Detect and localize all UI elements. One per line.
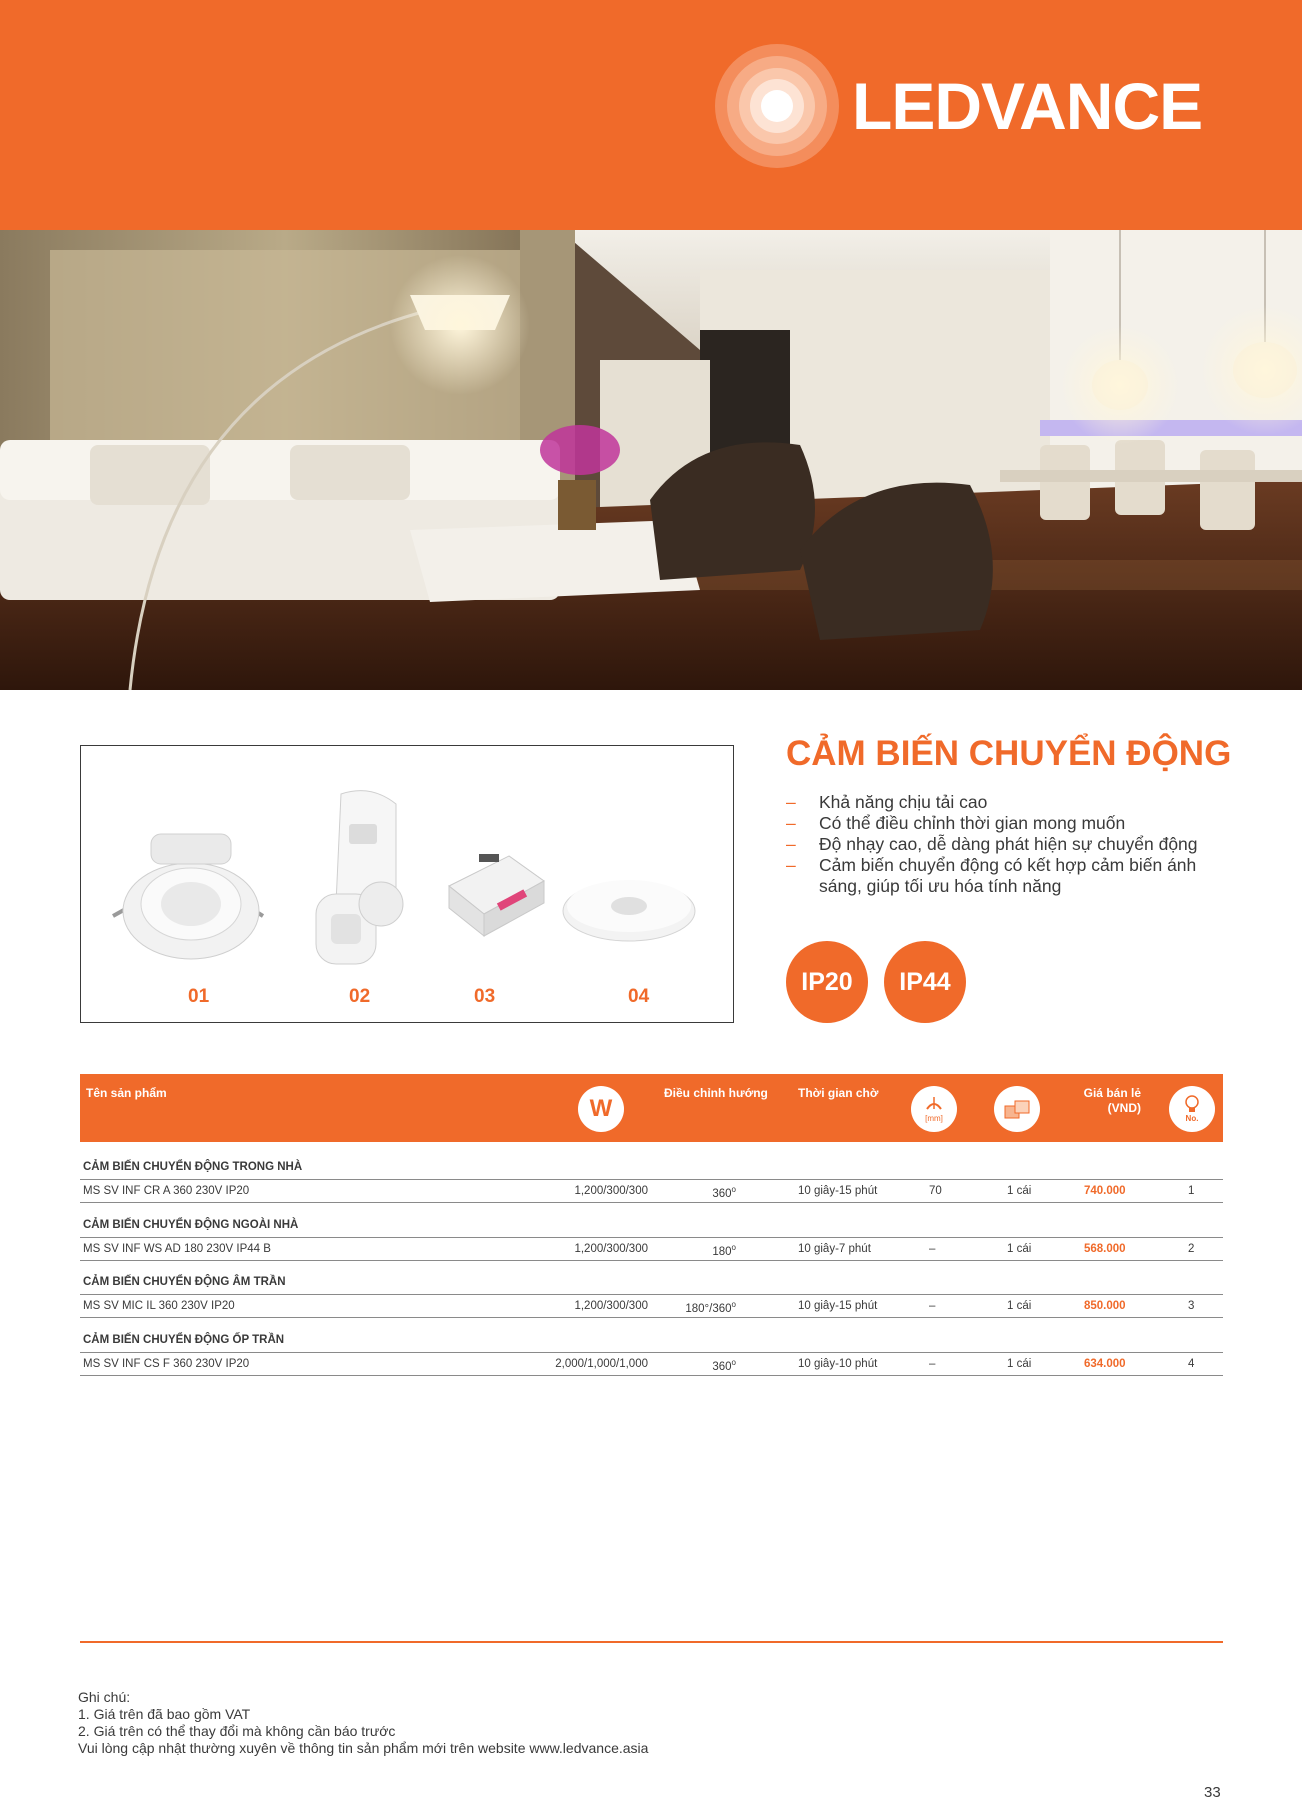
cell-wait: 10 giây-15 phút [798,1185,878,1197]
cell-price: 850.000 [1084,1300,1126,1312]
notes [78,1689,648,1757]
cell-pack: 1 cái [1007,1243,1032,1255]
product-number-03: 03 [474,986,496,1007]
product-number-01: 01 [188,986,210,1007]
table-group-label: CẢM BIẾN CHUYỂN ĐỘNG ÂM TRẦN [83,1276,286,1288]
ip20-badge: IP20 [786,941,868,1023]
watt-icon: W [578,1086,624,1132]
cell-wait: 10 giây-15 phút [798,1300,878,1312]
cell-no: 2 [1188,1243,1195,1255]
feature-item: – Có thể điều chỉnh thời gian mong muốn [786,813,1206,834]
cell-pack: 1 cái [1007,1185,1032,1197]
table-row [80,1179,1223,1203]
notes-heading: Ghi chú: [78,1689,131,1705]
cell-price: 740.000 [1084,1185,1126,1197]
cell-pack: 1 cái [1007,1358,1032,1370]
cell-name: MS SV INF WS AD 180 230V IP44 B [83,1243,271,1255]
cell-direction: 360$^o$ [712,1358,736,1373]
cell-no: 3 [1188,1300,1195,1312]
cell-pack: 1 cái [1007,1300,1032,1312]
table-row [80,1352,1223,1376]
bulb-number-icon: No. [1169,1086,1215,1132]
col-name-header: Tên sản phẩm [86,1086,167,1100]
cell-name: MS SV INF CR A 360 230V IP20 [83,1185,250,1197]
cell-direction: 180$^o$ [712,1243,736,1258]
cell-price: 634.000 [1084,1358,1126,1370]
col-price-header: Giá bán lẻ (VND) [1083,1086,1141,1115]
cell-watt: 1,200/300/300 [574,1300,648,1312]
module-sensor-image [439,846,549,946]
cell-watt: 1,200/300/300 [574,1185,648,1197]
cell-name: MS SV INF CS F 360 230V IP20 [83,1358,250,1370]
cell-name: MS SV MIC IL 360 230V IP20 [83,1300,235,1312]
cell-price: 568.000 [1084,1243,1126,1255]
cell-direction: 180°/360$^o$ [685,1300,736,1315]
recessed-sensor-image [103,816,273,966]
cell-cutout: – [929,1358,936,1370]
ip44-badge: IP44 [884,941,966,1023]
product-images-box [80,745,734,1023]
ceiling-sensor-image [559,866,699,946]
col-direction-header: Điều chỉnh hướng [664,1086,768,1100]
cell-watt: 2,000/1,000/1,000 [555,1358,648,1370]
note-line: 2. Giá trên có thể thay đổi mà không cần báo trước [78,1723,396,1739]
cutout-size-icon: [mm] [911,1086,957,1132]
cell-no: 1 [1188,1185,1195,1197]
package-icon [994,1086,1040,1132]
cell-cutout: – [929,1300,936,1312]
table-row [80,1294,1223,1318]
product-number-02: 02 [349,986,371,1007]
page-number: 33 [1204,1784,1221,1800]
feature-item: – Cảm biến chuyển động có kết hợp cảm biến ánh sáng, giúp tối ưu hóa tính năng [786,855,1206,897]
note-line: Vui lòng cập nhật thường xuyên về thông tin sản phẩm mới trên website www.ledvance.asia [78,1740,649,1756]
table-group-label: CẢM BIẾN CHUYỂN ĐỘNG NGOÀI NHÀ [83,1219,299,1231]
wall-sensor-image [311,784,421,969]
table-row [80,1237,1223,1261]
ledvance-logo-icon [714,43,840,169]
table-header [80,1074,1223,1142]
cell-watt: 1,200/300/300 [574,1243,648,1255]
col-wait-header: Thời gian chờ [798,1086,879,1100]
table-group-label: CẢM BIẾN CHUYỂN ĐỘNG ỐP TRẦN [83,1334,285,1346]
brand-name: LEDVANCE [852,69,1203,143]
bottom-divider [80,1641,1223,1643]
feature-item: – Khả năng chịu tải cao [786,792,1206,813]
section-title: CẢM BIẾN CHUYỂN ĐỘNG [786,734,1232,773]
feature-list [786,792,1206,897]
header-band [0,0,1302,230]
note-line: 1. Giá trên đã bao gồm VAT [78,1706,251,1722]
cell-cutout: 70 [929,1185,942,1197]
cell-cutout: – [929,1243,936,1255]
product-number-04: 04 [628,986,650,1007]
cell-wait: 10 giây-7 phút [798,1243,871,1255]
cell-direction: 360$^o$ [712,1185,736,1200]
feature-item: – Độ nhạy cao, dễ dàng phát hiện sự chuyển động [786,834,1206,855]
table-group-label: CẢM BIẾN CHUYỂN ĐỘNG TRONG NHÀ [83,1161,303,1173]
living-room-photo [0,230,1302,690]
cell-wait: 10 giây-10 phút [798,1358,878,1370]
cell-no: 4 [1188,1358,1195,1370]
